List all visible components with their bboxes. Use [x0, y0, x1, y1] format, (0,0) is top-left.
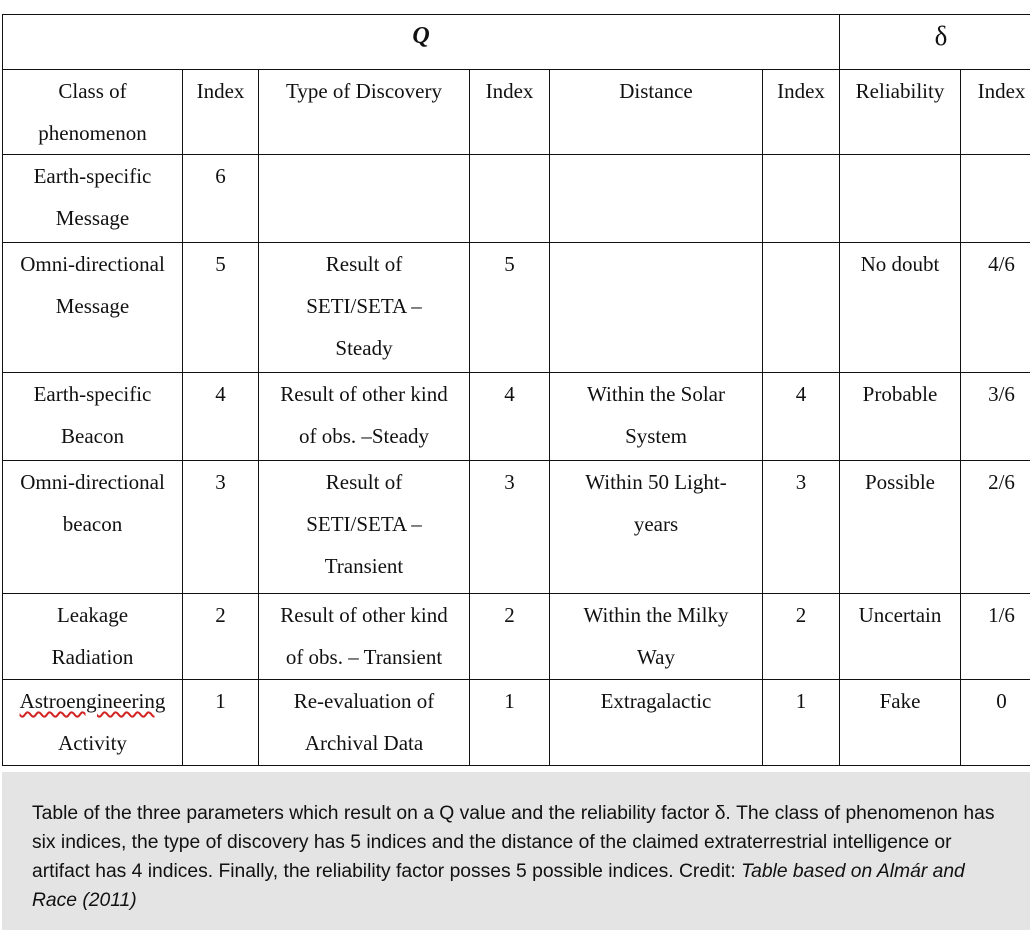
- class-index-cell: 3: [183, 461, 259, 594]
- table-column-header-row: [3, 70, 1030, 155]
- discovery-cell: Result of SETI/SETA – Transient: [259, 461, 470, 594]
- discovery-index-cell: 2: [470, 594, 550, 680]
- caption-text: Table of the three parameters which result on a Q value and the reliability factor δ. The class of phenomenon has six indices, the type of discovery has 5 indices and the distance of the claimed extraterrestrial intelligence or artifact has 4 indices. Finally, the reliability factor posses 5 possible indices. Credit:: [32, 803, 995, 882]
- class-cell: Omni-directional Message: [3, 243, 183, 373]
- distance-cell: Extragalactic: [550, 680, 763, 766]
- distance-index-cell: [763, 155, 840, 243]
- discovery-index-cell: 1: [470, 680, 550, 766]
- reliability-cell: Uncertain: [840, 594, 961, 680]
- discovery-index-cell: 4: [470, 373, 550, 461]
- reliability-cell: No doubt: [840, 243, 961, 373]
- class-cell: Omni-directional beacon: [3, 461, 183, 594]
- reliability-index-cell: 1/6: [961, 594, 1030, 680]
- discovery-cell: Re-evaluation of Archival Data: [259, 680, 470, 766]
- class-index-cell: 1: [183, 680, 259, 766]
- header-reliability-index: Index: [961, 70, 1030, 155]
- class-index-cell: 6: [183, 155, 259, 243]
- reliability-index-cell: 2/6: [961, 461, 1030, 594]
- class-cell-line2: Activity: [58, 731, 127, 755]
- header-distance-index: Index: [763, 70, 840, 155]
- discovery-index-cell: 5: [470, 243, 550, 373]
- spellcheck-underlined-word: Astroengineering: [19, 689, 166, 713]
- discovery-index-cell: [470, 155, 550, 243]
- reliability-cell: [840, 155, 961, 243]
- class-cell: Leakage Radiation: [3, 594, 183, 680]
- distance-cell: Within the Milky Way: [550, 594, 763, 680]
- table-row: [3, 155, 1030, 243]
- class-index-cell: 4: [183, 373, 259, 461]
- distance-index-cell: 2: [763, 594, 840, 680]
- table-row: [3, 373, 1030, 461]
- table-row: [3, 461, 1030, 594]
- reliability-index-cell: 3/6: [961, 373, 1030, 461]
- distance-index-cell: [763, 243, 840, 373]
- distance-index-cell: 1: [763, 680, 840, 766]
- header-discovery-index: Index: [470, 70, 550, 155]
- discovery-cell: Result of SETI/SETA – Steady: [259, 243, 470, 373]
- header-distance: Distance: [550, 70, 763, 155]
- table-row: [3, 243, 1030, 373]
- distance-cell: Within 50 Light- years: [550, 461, 763, 594]
- reliability-cell: Probable: [840, 373, 961, 461]
- distance-cell: [550, 243, 763, 373]
- reliability-index-cell: [961, 155, 1030, 243]
- header-class-index: Index: [183, 70, 259, 155]
- table-row: [3, 680, 1030, 766]
- class-index-cell: 5: [183, 243, 259, 373]
- reliability-index-cell: 0: [961, 680, 1030, 766]
- discovery-cell: Result of other kind of obs. –Steady: [259, 373, 470, 461]
- q-group-header: Q: [3, 15, 840, 70]
- header-type-of-discovery: Type of Discovery: [259, 70, 470, 155]
- discovery-index-cell: 3: [470, 461, 550, 594]
- header-class-of-phenomenon: Class of phenomenon: [3, 70, 183, 155]
- class-cell: [3, 680, 183, 766]
- class-cell: Earth-specific Beacon: [3, 373, 183, 461]
- table-group-header-row: [3, 15, 1030, 70]
- caption-credit: Table based on Almár and Race (2011): [32, 861, 965, 911]
- reliability-cell: Possible: [840, 461, 961, 594]
- reliability-index-cell: 4/6: [961, 243, 1030, 373]
- distance-cell: [550, 155, 763, 243]
- distance-index-cell: 4: [763, 373, 840, 461]
- table-row: [3, 594, 1030, 680]
- header-reliability: Reliability: [840, 70, 961, 155]
- discovery-cell: Result of other kind of obs. – Transient: [259, 594, 470, 680]
- discovery-cell: [259, 155, 470, 243]
- class-index-cell: 2: [183, 594, 259, 680]
- distance-index-cell: 3: [763, 461, 840, 594]
- reliability-cell: Fake: [840, 680, 961, 766]
- delta-group-header: δ: [840, 15, 1030, 70]
- class-cell: Earth-specific Message: [3, 155, 183, 243]
- distance-cell: Within the Solar System: [550, 373, 763, 461]
- sci-parameter-table: [2, 14, 1030, 766]
- table-caption: [2, 772, 1030, 930]
